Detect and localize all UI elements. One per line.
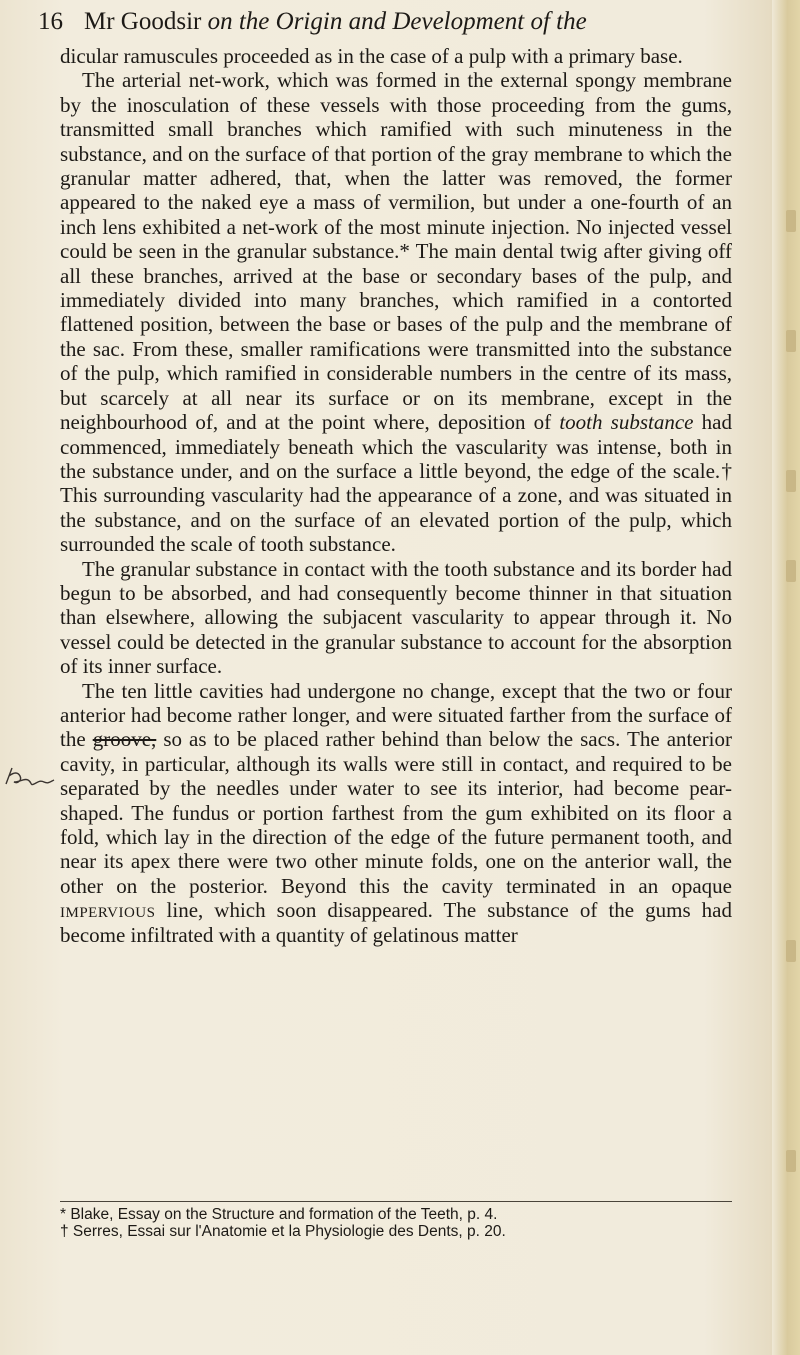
handwritten-margin-note	[2, 762, 58, 792]
italic-text: tooth substance	[559, 410, 694, 435]
footnote: † Serres, Essai sur l'Anatomie et la Physiologie des Dents, p. 20.	[60, 1223, 506, 1240]
running-title	[84, 8, 587, 36]
running-title-subject: on the Origin and Development of the	[207, 8, 587, 35]
text-run: dicular ramuscules proceeded as in the case of a pulp with a primary base.	[60, 44, 683, 68]
paragraph	[60, 44, 732, 68]
small-caps-text: impervious	[60, 898, 156, 923]
footnotes	[60, 1206, 732, 1240]
paragraph	[60, 68, 732, 556]
text-run: had commenced, immediately beneath which the vascularity was intense, both in the substance under, and on the surface a little beyond, the edge of the scale.† This surrounding vascularity had the appearance of a zone, and was situated in the substance, and on the surface of an elevated portion of the pulp, which surrounded the scale of tooth substance.	[60, 410, 732, 557]
edge-mark	[786, 560, 796, 582]
page-edge	[772, 0, 800, 1355]
running-header	[38, 2, 738, 42]
body-text	[60, 44, 732, 947]
struck-text: groove,	[92, 727, 157, 752]
paragraph	[60, 679, 732, 947]
edge-mark	[786, 330, 796, 352]
footnote: * Blake, Essay on the Structure and formation of the Teeth, p. 4.	[60, 1206, 498, 1223]
edge-mark	[786, 940, 796, 962]
edge-mark	[786, 210, 796, 232]
page-number: 16	[38, 8, 63, 35]
text-run: The ten little cavities had undergone no change, except that the two or four anterior had become rather longer, and were situated farther from the surface of the	[60, 678, 732, 752]
edge-mark	[786, 470, 796, 492]
footnote-rule	[60, 1201, 732, 1202]
running-title-author: Mr Goodsir	[84, 8, 208, 35]
text-run: so as to be placed rather behind than below the sacs. The anterior cavity, in particular, although its walls were still in contact, and required to be separated by the needles under water to see its interior, had become pear-shaped. The fundus or portion farthest from the gum exhibited on its floor a fold, which lay in the direction of the edge of the future permanent tooth, and near its apex there were two other minute folds, one on the anterior wall, the other on the posterior. Beyond this the cavity terminated in an opaque	[60, 727, 733, 898]
edge-mark	[786, 1150, 796, 1172]
paragraph	[60, 557, 732, 679]
text-run: The arterial net-work, which was formed in the external spongy membrane by the inosculation of these vessels with those proceeding from the gums, transmitted small branches which ramified with such minuteness in the substance, and on the surface of that portion of the gray membrane to which the granular matter adhered, that, when the latter was removed, the former appeared to the naked eye a mass of vermilion, but under a one-fourth of an inch lens exhibited a net-work of the most minute injection. No injected vessel could be seen in the granular substance.* The main dental twig after giving off all these branches, arrived at the base or secondary bases of the pulp, and immediately divided into many branches, which ramified in a contorted flattened position, between the base or bases of the pulp and the membrane of the sac. From these, smaller ramifications were transmitted into the substance of the pulp, which ramified in considerable numbers in the centre of its mass, but scarcely at all near its surface or on its membrane, except in the neighbourhood of, and at the point where, deposition of	[60, 68, 732, 435]
text-run: line, which soon disappeared. The substance of the gums had become infiltrated with a quantity of gelatinous matter	[60, 898, 732, 947]
text-run: The granular substance in contact with the tooth substance and its border had begun to be absorbed, and had consequently become thinner in that situation than elsewhere, allowing the subjacent vascularity to appear through it. No vessel could be detected in the granular substance to account for the absorption of its inner surface.	[60, 556, 732, 679]
